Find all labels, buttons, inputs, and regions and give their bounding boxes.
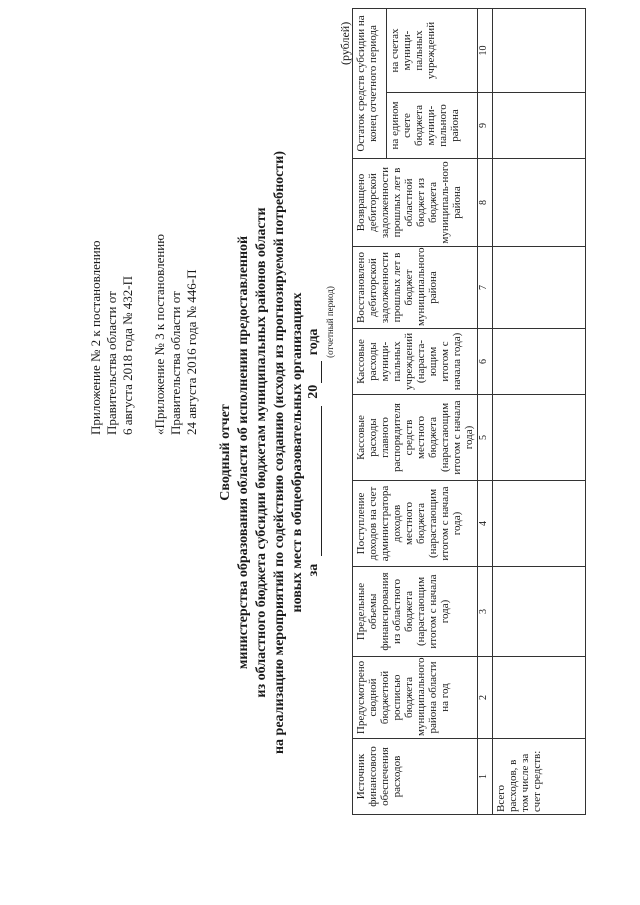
report-subtitle-2: из областного бюджета субсидии бюджетам муниципальных районов области xyxy=(254,207,269,698)
period-year: 20 xyxy=(306,384,321,399)
column-number: 6 xyxy=(478,329,493,395)
data-cell xyxy=(493,657,586,739)
column-number: 3 xyxy=(478,567,493,657)
header-planned: Предусмотрено сводной бюджетной росписью бюджета муниципального района области на год xyxy=(353,657,478,739)
period-blank xyxy=(307,406,322,556)
column-number: 10 xyxy=(478,9,493,93)
header-returned-debt: Возвращено дебиторской задолженности прошлых лет в областной бюджет из бюджета муниципаль-ного района xyxy=(353,159,478,247)
column-number: 8 xyxy=(478,159,493,247)
period-suffix: года xyxy=(306,328,321,356)
data-cell xyxy=(493,329,586,395)
column-number: 4 xyxy=(478,481,493,567)
report-subtitle-3: на реализацию мероприятий по содействию созданию (исходя из прогнозируемой потребности) xyxy=(272,150,287,755)
total-row-label: Всего расходов, в том числе за счет средств: xyxy=(493,739,586,815)
header-cash-institutions: Кассовые расходы муници-пальных учреждений (нараста-ющим итогом с начала года) xyxy=(353,329,478,395)
column-number: 5 xyxy=(478,395,493,481)
period-prefix: за xyxy=(306,563,321,577)
report-title: Сводный отчет xyxy=(218,404,233,501)
column-number: 1 xyxy=(478,739,493,815)
report-table xyxy=(352,8,586,815)
data-cell xyxy=(493,567,586,657)
header-restored-debt: Восстановлено дебиторской задолженности прошлых лет в бюджет муниципального района xyxy=(353,247,478,329)
year-blank xyxy=(307,361,322,383)
appendix-line-2: Правительства области от xyxy=(104,291,119,435)
data-cell xyxy=(493,247,586,329)
header-income: Поступление доходов на счет администратора доходов местного бюджета (нарастающим итогом с начала года) xyxy=(353,481,478,567)
appendix-line-3: 6 августа 2018 года № 432-П xyxy=(120,275,135,435)
appendix-line-1: Приложение № 2 к постановлению xyxy=(88,240,103,435)
data-cell xyxy=(493,395,586,481)
reporting-period xyxy=(306,0,322,905)
header-source: Источник финансового обеспечения расходов xyxy=(353,739,478,815)
header-remainder-single-account: на едином счете бюджета муници-пального района xyxy=(387,93,478,159)
appendix-line-4: «Приложение № 3 к постановлению xyxy=(152,234,167,435)
data-cell xyxy=(493,481,586,567)
column-number: 7 xyxy=(478,247,493,329)
report-subtitle-1: министерства образования области об исполнении предоставленной xyxy=(236,235,251,670)
units-label: (рублей) xyxy=(338,21,352,65)
column-number: 2 xyxy=(478,657,493,739)
data-cell xyxy=(493,9,586,93)
data-cell xyxy=(493,93,586,159)
column-number: 9 xyxy=(478,93,493,159)
data-cell xyxy=(493,159,586,247)
appendix-line-5: Правительства области от xyxy=(168,291,183,435)
header-remainder-institutions: на счетах муници-пальных учреждений xyxy=(387,9,478,93)
appendix-line-6: 24 августа 2016 года № 446-П xyxy=(184,269,199,435)
header-remainder: Остаток средств субсидии на конец отчетного периода xyxy=(353,9,387,159)
appendix-header xyxy=(88,75,200,435)
report-subtitle-4: новых мест в общеобразовательных организациях xyxy=(290,292,305,613)
period-caption: (отчетный период) xyxy=(325,286,335,358)
header-limits: Предельные объемы финансирования из областного бюджета (нарастающим итогом с начала года) xyxy=(353,567,478,657)
header-cash-main: Кассовые расходы главного распорядителя средств местного бюджета (нарастающим итогом с начала года) xyxy=(353,395,478,481)
